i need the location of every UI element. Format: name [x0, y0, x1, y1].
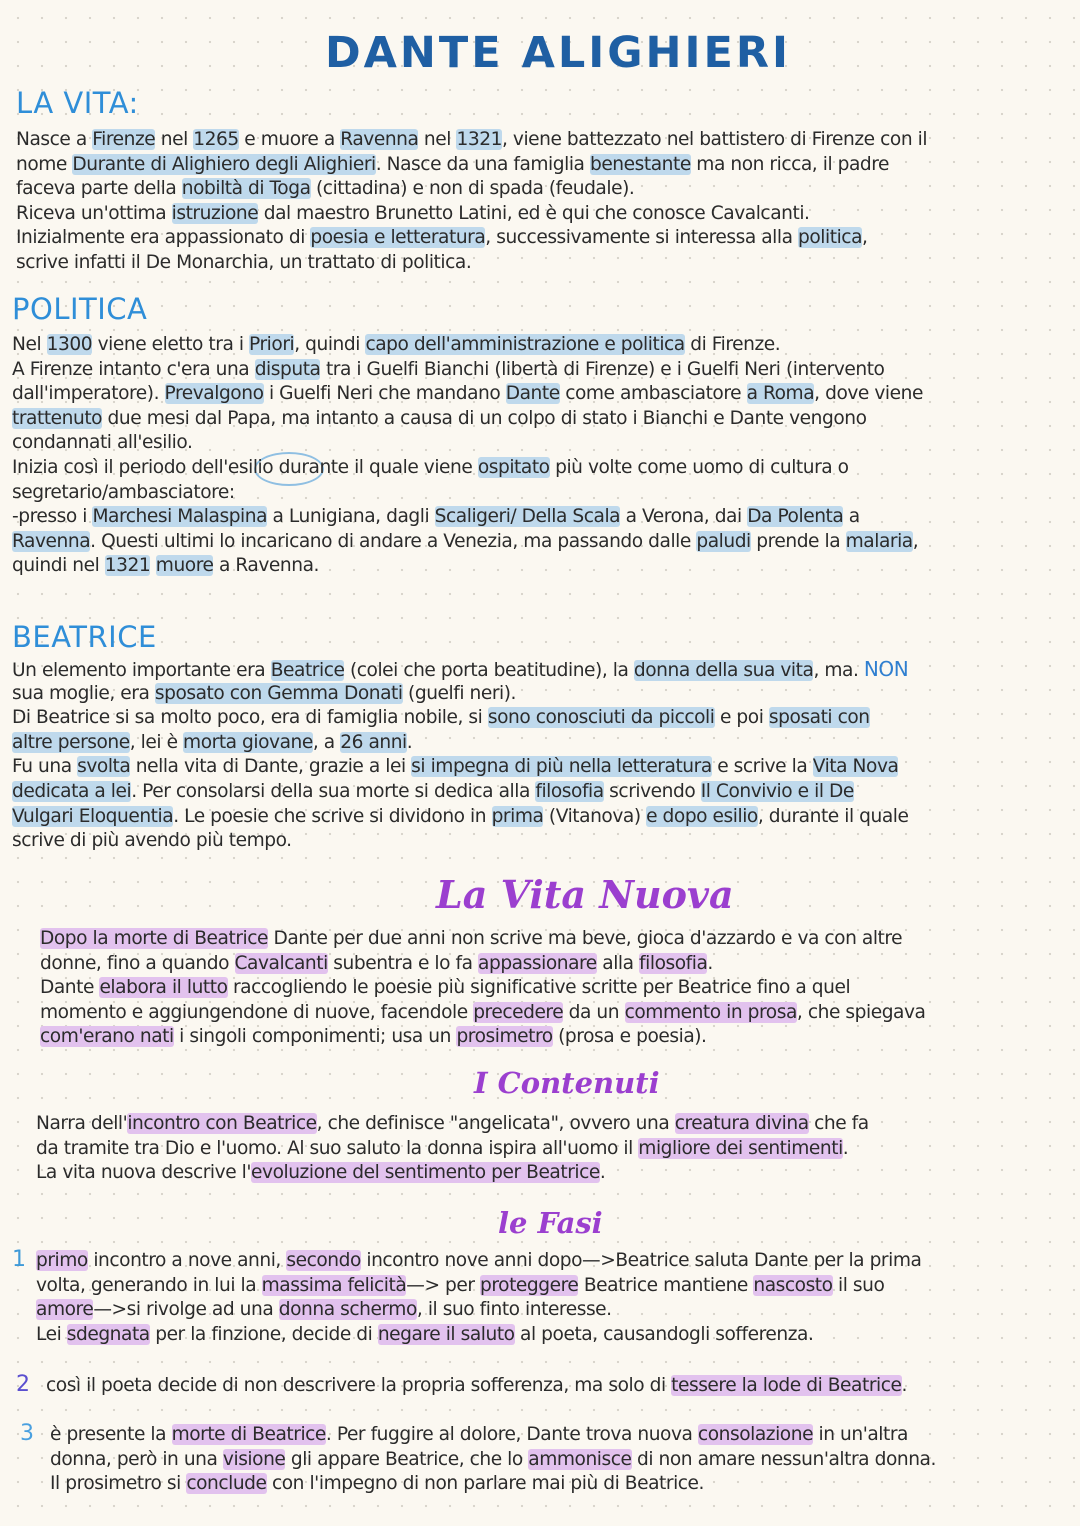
text-run: tra i Guelfi Bianchi (libertà di Firenze) e i Guelfi Neri (intervento	[320, 358, 885, 380]
text-run: , lei è	[129, 731, 184, 753]
text-run: con l'impegno di non parlare mai più di Beatrice.	[266, 1473, 705, 1495]
text-run: in un'altra	[813, 1424, 909, 1445]
text-run: (guelfi neri).	[402, 682, 517, 704]
text-run: , il suo finto interesse.	[416, 1299, 612, 1321]
highlight-purple: Cavalcanti	[234, 952, 328, 974]
text-line	[40, 927, 902, 952]
text-run: segretario/ambasciatore:	[12, 481, 235, 503]
highlight-blue: istruzione	[171, 202, 259, 224]
text-run: volta, generando in lui la	[36, 1274, 262, 1296]
highlight-blue: donna della sua vita	[633, 660, 814, 681]
text-run: sua moglie, era	[12, 682, 155, 704]
highlight-blue: sposati con	[768, 707, 870, 729]
highlight-purple: secondo	[286, 1250, 361, 1271]
text-run: e scrive la	[711, 756, 813, 778]
highlight-purple: proteggere	[480, 1274, 579, 1296]
text-run: donne, fino a quando	[40, 952, 235, 974]
text-run: incontro a nove anni,	[87, 1250, 287, 1271]
text-run: Nel	[12, 334, 47, 355]
highlight-purple: consolazione	[697, 1424, 814, 1445]
text-run: La vita nuova descrive l'	[36, 1162, 252, 1184]
text-run: Fu una	[12, 756, 78, 778]
highlight-purple: filosofia	[639, 952, 708, 974]
text-run: ,	[912, 530, 919, 552]
highlight-blue: a Roma	[746, 383, 815, 405]
emphasis-word: NON	[863, 657, 909, 681]
text-run: . Per fuggire al dolore, Dante trova nuova	[325, 1424, 698, 1445]
text-line	[12, 657, 908, 684]
text-run: .	[707, 952, 713, 974]
text-line	[12, 755, 898, 780]
highlight-blue: Vulgari Eloquentia	[12, 805, 174, 827]
text-run: e poi	[714, 707, 769, 729]
text-run: i singoli componimenti; usa un	[173, 1026, 457, 1048]
highlight-blue: Marchesi Malaspina	[92, 506, 268, 528]
heading-politica: POLITICA	[12, 292, 148, 326]
text-line	[12, 407, 867, 432]
heading-beatrice: BEATRICE	[12, 620, 157, 654]
text-run: .	[901, 1375, 907, 1396]
text-run: , che spiegava	[796, 1001, 926, 1023]
text-line	[12, 731, 412, 756]
highlight-blue: morta giovane	[183, 731, 313, 753]
text-run: da tramite tra Dio e l'uomo. Al suo saluto la donna ispira all'uomo il	[36, 1137, 639, 1159]
text-run: ,	[862, 227, 868, 249]
highlight-purple: morte di Beatrice	[171, 1424, 326, 1445]
highlight-blue: Durante di Alighiero degli Alighieri	[72, 153, 376, 175]
text-line	[40, 1025, 707, 1050]
text-line	[12, 505, 860, 530]
text-line	[12, 682, 516, 707]
text-run: di non amare nessun'altra donna.	[631, 1448, 936, 1470]
text-run: . Per consolarsi della sua morte si dedica alla	[131, 781, 536, 802]
highlight-blue: Dante	[505, 383, 560, 405]
text-run: Di Beatrice si sa molto poco, era di famiglia nobile, si	[12, 707, 488, 729]
highlight-blue: nobiltà di Toga	[181, 178, 311, 200]
text-line	[12, 780, 854, 805]
text-run: prende la	[750, 530, 846, 552]
highlight-purple: elabora il lutto	[99, 977, 228, 999]
text-line	[12, 706, 870, 731]
text-run: a Verona, dai	[620, 506, 748, 528]
text-run: A Firenze intanto c'era una	[12, 358, 255, 380]
highlight-blue: e dopo esilio	[646, 805, 758, 827]
highlight-blue: si impegna di più nella letteratura	[411, 756, 712, 778]
subtitle-vita-nuova: La Vita Nuova	[436, 872, 734, 917]
text-run: il suo	[832, 1274, 885, 1296]
highlight-blue: muore	[155, 555, 214, 577]
highlight-blue: Vita Nova	[812, 756, 899, 778]
text-run: scrive infatti il De Monarchia, un trattato di politica.	[16, 252, 472, 273]
text-line	[12, 456, 849, 481]
text-run: Lei	[36, 1323, 67, 1345]
highlight-blue: Scaligeri/ Della Scala	[434, 506, 621, 528]
heading-la-vita: LA VITA:	[16, 86, 139, 120]
text-run: a Lunigiana, dagli	[267, 506, 435, 528]
highlight-purple: prosimetro	[456, 1026, 553, 1048]
text-run: , viene battezzato nel battistero di Firenze con il	[501, 129, 928, 150]
highlight-blue: Ravenna	[340, 129, 419, 150]
highlight-purple: primo	[36, 1250, 88, 1271]
highlight-purple: ammonisce	[528, 1448, 632, 1470]
text-run: , dove viene	[814, 383, 923, 405]
text-run: per la finzione, decide di	[149, 1323, 378, 1345]
text-line	[36, 1112, 869, 1137]
text-line	[16, 202, 810, 227]
highlight-blue: paludi	[696, 530, 751, 552]
text-run: così il poeta decide di non descrivere la propria sofferenza, ma solo di	[46, 1375, 672, 1396]
text-run: incontro nove anni dopo—>Beatrice saluta Dante per la prima	[360, 1250, 922, 1271]
text-run: , ma.	[813, 660, 864, 681]
text-line	[36, 1298, 612, 1323]
highlight-blue: Da Polenta	[747, 506, 844, 528]
text-run: scrivendo	[603, 781, 701, 802]
highlight-purple: precedere	[473, 1001, 564, 1023]
highlight-blue: 26 anni	[340, 731, 407, 753]
highlight-purple: amore	[36, 1299, 94, 1321]
highlight-purple: appassionare	[478, 952, 597, 974]
text-line	[12, 358, 884, 383]
text-line	[50, 1448, 936, 1473]
text-run: è presente la	[50, 1424, 172, 1445]
subtitle-fasi: le Fasi	[498, 1206, 603, 1240]
text-line	[12, 431, 192, 456]
text-run: . Le poesie che scrive si dividono in	[173, 805, 492, 827]
text-run: subentra e lo fa	[327, 952, 479, 974]
text-run: al poeta, causandogli sofferenza.	[514, 1323, 814, 1345]
page-title: DANTE ALIGHIERI	[324, 28, 792, 78]
text-run: e muore a	[238, 129, 341, 150]
text-run: , a	[312, 731, 341, 753]
text-line	[16, 177, 634, 202]
text-run: , quindi	[294, 334, 366, 355]
text-run: a Ravenna.	[213, 555, 319, 577]
text-line	[16, 128, 927, 153]
text-run: viene eletto tra i	[92, 334, 250, 355]
highlight-purple: commento in prosa	[624, 1001, 797, 1023]
highlight-blue: Prevalgono	[164, 383, 264, 405]
highlight-purple: creatura divina	[674, 1113, 809, 1134]
text-line	[16, 226, 867, 251]
highlight-blue: filosofia	[535, 781, 604, 802]
subtitle-contenuti: I Contenuti	[474, 1066, 660, 1100]
text-run: nel	[418, 129, 457, 150]
text-line	[12, 829, 292, 854]
highlight-purple: negare il saluto	[377, 1323, 515, 1345]
text-run: (prosa e poesia).	[552, 1026, 707, 1048]
highlight-purple: incontro con Beatrice	[127, 1113, 317, 1134]
highlight-purple: tessere la lode di Beatrice	[671, 1375, 902, 1396]
text-run	[150, 555, 155, 576]
text-run: quindi nel	[12, 555, 105, 577]
text-line	[50, 1472, 704, 1497]
text-run: che fa	[808, 1113, 869, 1134]
text-run: ma non ricca, il padre	[690, 153, 890, 175]
text-run: momento e aggiungendone di nuove, facendole	[40, 1001, 474, 1023]
highlight-blue: trattenuto	[12, 407, 103, 429]
highlight-blue: 1321	[456, 129, 502, 150]
text-run: nella vita di Dante, grazie a lei	[130, 756, 412, 778]
text-line	[12, 481, 235, 506]
highlight-blue: dedicata a lei	[12, 781, 132, 802]
highlight-blue: svolta	[77, 756, 131, 778]
text-run: , successivamente si interessa alla	[485, 227, 799, 249]
phase-number-2: 2	[16, 1372, 30, 1397]
text-run: nel	[155, 129, 194, 150]
text-line	[36, 1274, 884, 1299]
text-run: più volte come uomo di cultura o	[549, 457, 849, 478]
highlight-blue: sposato con Gemma Donati	[154, 682, 403, 704]
highlight-blue: benestante	[589, 153, 691, 175]
text-line	[40, 976, 850, 1001]
highlight-purple: Dopo la morte di Beatrice	[40, 928, 269, 949]
highlight-purple: donna schermo	[278, 1299, 417, 1321]
text-run: Dante	[40, 977, 100, 999]
text-run: due mesi dal Papa, ma intanto a causa di un colpo di stato i Bianchi e Dante vengono	[102, 407, 867, 429]
text-run: a	[843, 506, 860, 528]
highlight-blue: sono conosciuti da piccoli	[487, 707, 715, 729]
text-line	[36, 1323, 813, 1348]
text-line	[12, 805, 908, 830]
text-run: donna, però in una	[50, 1448, 223, 1470]
text-line	[12, 530, 918, 555]
highlight-purple: massima felicità	[261, 1274, 407, 1296]
text-run: Beatrice mantiene	[578, 1274, 754, 1296]
text-line	[46, 1374, 907, 1399]
text-line	[16, 153, 889, 178]
text-run: . Questi ultimi lo incaricano di andare a Venezia, ma passando dalle	[90, 530, 697, 552]
highlight-blue: Beatrice	[270, 660, 345, 681]
text-run: di Firenze.	[684, 334, 781, 355]
text-run: , durante il quale	[757, 805, 909, 827]
highlight-blue: ospitato	[477, 457, 550, 478]
highlight-purple: sdegnata	[66, 1323, 150, 1345]
text-run: (Vitanova)	[543, 805, 647, 827]
text-run: .	[599, 1162, 606, 1184]
text-run: , che definisce "angelicata", ovvero una	[316, 1113, 675, 1134]
highlight-purple: visione	[222, 1448, 286, 1470]
text-run: -presso i	[12, 506, 93, 528]
text-line	[12, 382, 923, 407]
text-run: Dante per due anni non scrive ma beve, gioca d'azzardo e va con altre	[268, 928, 903, 949]
highlight-blue: 1300	[46, 334, 93, 355]
text-run: Nasce a	[16, 129, 93, 150]
highlight-blue: 1265	[193, 129, 239, 150]
highlight-purple: migliore dei sentimenti	[638, 1137, 843, 1159]
highlight-blue: Priori	[249, 334, 295, 355]
text-line	[36, 1161, 605, 1186]
text-line	[12, 554, 319, 579]
highlight-blue: politica	[798, 227, 863, 249]
text-line	[40, 1001, 926, 1026]
text-run: dal maestro Brunetto Latini, ed è qui che conosce Cavalcanti.	[258, 202, 810, 224]
text-run: faceva parte della	[16, 178, 182, 200]
highlight-blue: altre persone	[12, 731, 130, 753]
text-run: raccogliendo le poesie più significative scritte per Beatrice fino a quel	[227, 977, 851, 999]
text-run: (cittadina) e non di spada (feudale).	[310, 178, 635, 200]
highlight-blue: poesia e letteratura	[310, 227, 486, 249]
text-line	[36, 1137, 848, 1162]
text-run: .	[842, 1137, 849, 1159]
text-run: —> per	[406, 1274, 481, 1296]
text-run: dall'imperatore).	[12, 383, 165, 405]
text-run: scrive di più avendo più tempo.	[12, 830, 292, 852]
highlight-blue: Il Convivio e il De	[700, 781, 854, 802]
text-run: . Nasce da una famiglia	[375, 153, 590, 175]
text-run: Un elemento importante era	[12, 660, 271, 681]
text-run: Inizialmente era appassionato di	[16, 227, 311, 249]
highlight-blue: Ravenna	[12, 530, 91, 552]
highlight-purple: evoluzione del sentimento per Beatrice	[251, 1162, 600, 1184]
text-run: condannati all'esilio.	[12, 432, 193, 454]
text-run: (colei che porta beatitudine), la	[344, 660, 634, 681]
text-run: alla	[596, 952, 640, 974]
text-run: —>si rivolge ad una	[93, 1299, 279, 1321]
highlight-purple: conclude	[186, 1473, 267, 1495]
phase-number-1: 1	[12, 1247, 26, 1272]
text-line	[12, 333, 780, 358]
text-run: da un	[563, 1001, 625, 1023]
highlight-purple: nascosto	[753, 1274, 833, 1296]
text-run: Narra dell'	[36, 1113, 128, 1134]
text-run: gli appare Beatrice, che lo	[285, 1448, 529, 1470]
text-run: Il prosimetro si	[50, 1473, 187, 1495]
highlight-purple: com'erano nati	[40, 1026, 174, 1048]
highlight-blue: malaria	[845, 530, 913, 552]
text-run: Inizia così il periodo dell'esilio durante il quale viene	[12, 457, 478, 478]
text-line	[50, 1423, 908, 1448]
phase-number-3: 3	[20, 1421, 34, 1446]
highlight-blue: disputa	[254, 358, 321, 380]
text-line	[36, 1249, 921, 1274]
highlight-blue: Firenze	[92, 129, 156, 150]
highlight-blue: 1321	[104, 555, 151, 577]
text-run: come ambasciatore	[559, 383, 747, 405]
text-line	[40, 952, 713, 977]
text-run: nome	[16, 153, 73, 175]
text-line	[16, 251, 471, 276]
text-run: i Guelfi Neri che mandano	[263, 383, 506, 405]
highlight-blue: capo dell'amministrazione e politica	[365, 334, 685, 355]
text-run: Riceva un'ottima	[16, 202, 172, 224]
text-run: .	[406, 731, 413, 753]
highlight-blue: prima	[491, 805, 544, 827]
